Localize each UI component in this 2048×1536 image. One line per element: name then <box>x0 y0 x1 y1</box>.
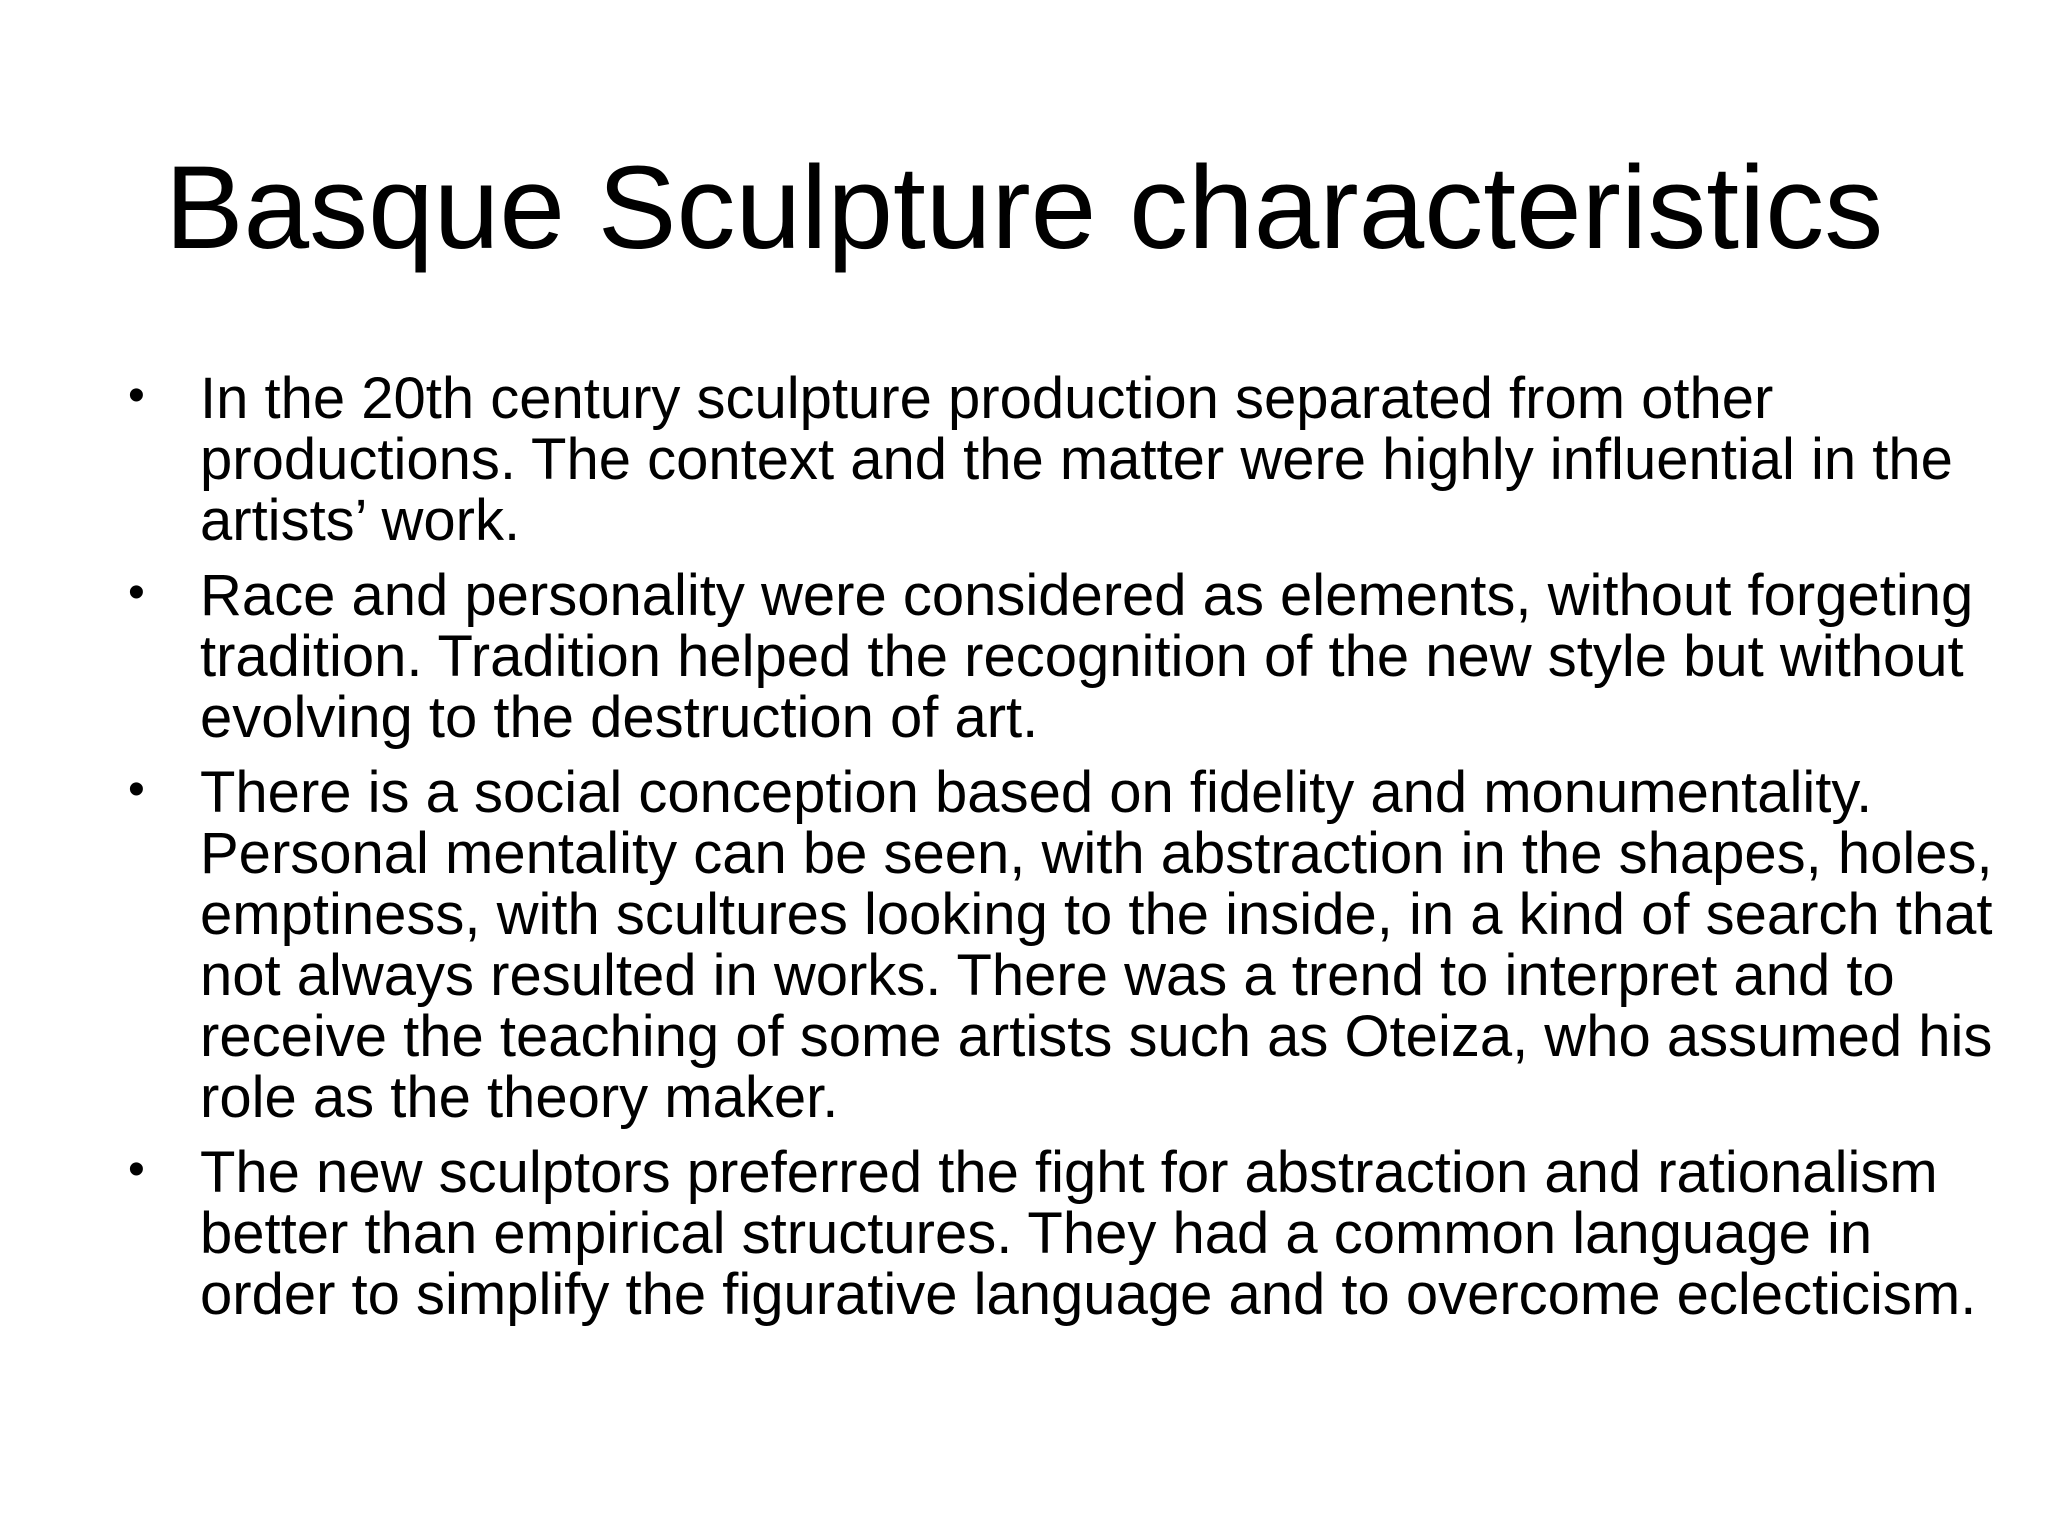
bullet-list <box>120 368 2000 1339</box>
bullet-text: In the 20th century sculpture production separated from other productions. The context and the matter were highly influential in the artists’ work. <box>200 366 1953 553</box>
bullet-dot-icon: • <box>128 1143 145 1196</box>
bullet-item <box>120 1142 2000 1325</box>
bullet-dot-icon: • <box>128 566 145 619</box>
bullet-item <box>120 565 2000 748</box>
bullet-dot-icon: • <box>128 763 145 816</box>
bullet-text: The new sculptors preferred the fight for abstraction and rationalism better than empirical structures. They had a common language in order to simplify the figurative language and to overcome eclecticism. <box>200 1140 1977 1327</box>
bullet-item <box>120 368 2000 551</box>
bullet-item <box>120 762 2000 1128</box>
bullet-text: Race and personality were considered as elements, without forgeting tradition. Tradition helped the recognition of the new style but without evolving to the destruction of art. <box>200 563 1974 750</box>
bullet-dot-icon: • <box>128 369 145 422</box>
bullet-text: There is a social conception based on fidelity and monumentality. Personal mentality can be seen, with abstraction in the shapes, holes, emptiness, with scultures looking to the inside, in a kind of search that not always resulted in works. There was a trend to interpret and to receive the teaching of some artists such as Oteiza, who assumed his role as the theory maker. <box>200 760 1993 1130</box>
slide-title: Basque Sculpture characteristics <box>164 142 1884 274</box>
